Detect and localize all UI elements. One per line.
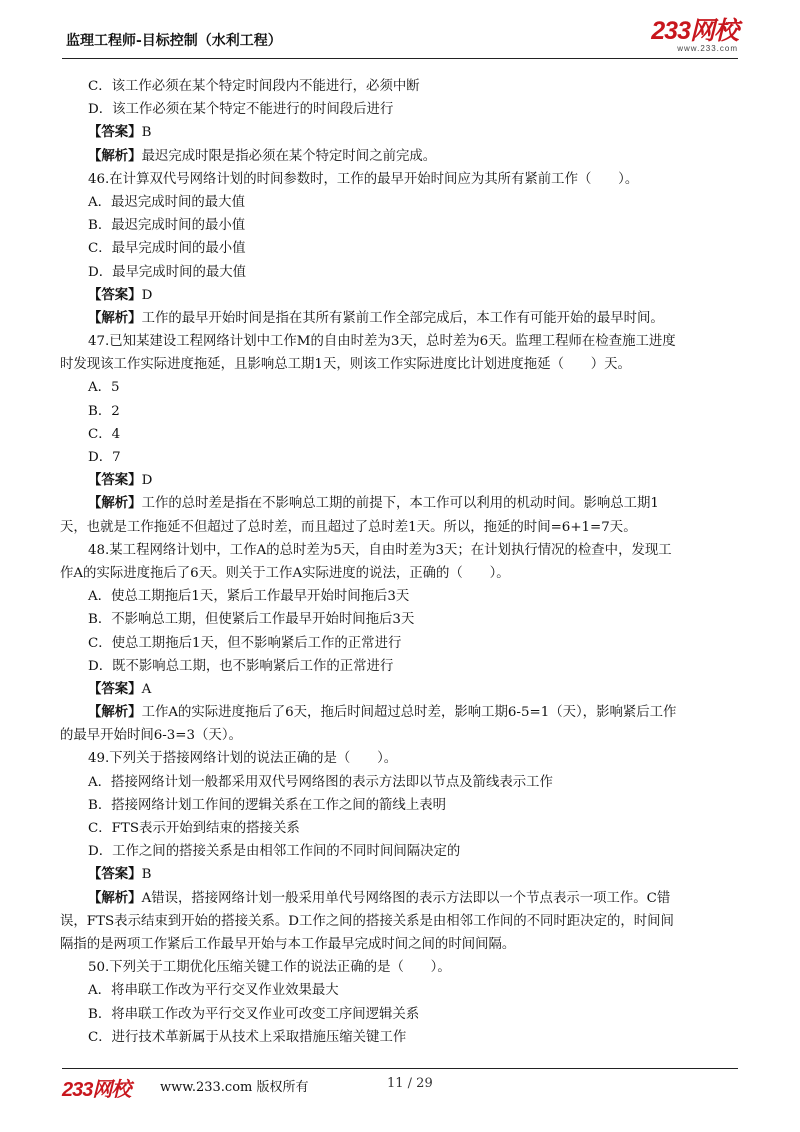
line-text: B．不影响总工期，但使紧后工作最早开始时间拖后3天 [88, 612, 415, 628]
line-text: A [141, 681, 152, 697]
text-line [88, 863, 738, 886]
text-line [88, 655, 738, 678]
text-line [88, 400, 738, 423]
line-text: A．使总工期拖后1天，紧后工作最早开始时间拖后3天 [88, 589, 410, 605]
text-line [88, 121, 738, 144]
text-line [60, 353, 738, 376]
line-text: A．5 [88, 380, 120, 396]
line-tag: 【答案】 [88, 472, 142, 489]
text-line [60, 516, 738, 539]
text-line [88, 701, 738, 724]
line-text: 工作的总时差是指在不影响总工期的前提下，本工作可以利用的机动时间。影响总工期1 [141, 496, 659, 512]
text-line [60, 910, 738, 933]
line-tag: 【解析】 [88, 309, 142, 326]
line-text: 50.下列关于工期优化压缩关键工作的说法正确的是（ ）。 [88, 960, 451, 976]
line-text: D．工作之间的搭接关系是由相邻工作间的不同时间间隔决定的 [88, 844, 461, 860]
text-line [88, 840, 738, 863]
text-line [88, 168, 738, 191]
line-text: D [141, 287, 153, 303]
document-title: 监理工程师-目标控制（水利工程） [66, 33, 282, 49]
line-text: A．搭接网络计划一般都采用双代号网络图的表示方法即以节点及箭线表示工作 [88, 774, 553, 790]
line-tag: 【答案】 [88, 124, 142, 141]
text-line [88, 817, 738, 840]
logo-url: www.233.com [677, 44, 738, 53]
line-text: D [141, 473, 153, 489]
line-text: 49.下列关于搭接网络计划的说法正确的是（ ）。 [88, 751, 398, 767]
line-text: C．4 [88, 426, 121, 442]
line-text: D．7 [88, 450, 121, 465]
text-line [88, 956, 738, 979]
line-text: B．最迟完成时间的最小值 [88, 218, 246, 234]
text-line [60, 562, 738, 585]
text-line [88, 98, 738, 121]
line-tag: 【解析】 [88, 495, 142, 512]
line-text: 时发现该工作实际进度拖延，且影响总工期1天，则该工作实际进度比计划进度拖延（ ）天。 [60, 357, 631, 373]
text-line [88, 887, 738, 910]
text-line [88, 307, 738, 330]
footer-copyright: www.233.com 版权所有 [160, 1080, 309, 1095]
line-text: C．使总工期拖后1天，但不影响紧后工作的正常进行 [88, 635, 402, 651]
text-line [88, 284, 738, 307]
text-line [88, 423, 738, 446]
line-text: B [141, 867, 152, 883]
line-tag: 【答案】 [88, 680, 142, 697]
line-text: 工作的最早开始时间是指在其所有紧前工作全部完成后，本工作有可能开始的最早时间。 [141, 310, 664, 326]
line-text: 隔指的是两项工作紧后工作最早开始与本工作最早完成时间之间的时间间隔。 [60, 936, 516, 952]
text-line [88, 330, 738, 353]
text-line [88, 446, 738, 469]
line-text: 天，也就是工作拖延不但超过了总时差，而且超过了总时差1天。所以，拖延的时间=6+1=7天。 [60, 519, 637, 535]
line-text: B [141, 125, 152, 141]
line-tag: 【解析】 [88, 889, 142, 906]
text-line [88, 492, 738, 515]
page-number: 11 / 29 [387, 1076, 433, 1091]
text-line [60, 933, 738, 956]
line-text: D．该工作必须在某个特定不能进行的时间段后进行 [88, 102, 394, 118]
text-line [88, 1003, 738, 1026]
text-line [88, 632, 738, 655]
page-footer [62, 1068, 738, 1099]
text-line [60, 724, 738, 747]
line-tag: 【解析】 [88, 147, 142, 164]
line-text: D．最早完成时间的最大值 [88, 264, 247, 280]
line-text: 的最早开始时间6-3=3（天）。 [60, 728, 242, 744]
line-text: C．FTS表示开始到结束的搭接关系 [88, 821, 300, 836]
line-text: D．既不影响总工期，也不影响紧后工作的正常进行 [88, 658, 394, 674]
line-text: A错误，搭接网络计划一般采用单代号网络图的表示方法即以一个节点表示一项工作。C错 [141, 890, 671, 906]
line-text: C．最早完成时间的最小值 [88, 241, 246, 257]
line-text: B．将串联工作改为平行交叉作业可改变工序间逻辑关系 [88, 1006, 420, 1022]
line-text: 误，FTS表示结束到开始的搭接关系。D工作之间的搭接关系是由相邻工作间的不同时距决定的，时间间 [60, 913, 674, 929]
text-line [88, 376, 738, 399]
text-line [88, 75, 738, 98]
text-line [88, 979, 738, 1002]
line-text: 46.在计算双代号网络计划的时间参数时，工作的最早开始时间应为其所有紧前工作（ ）。 [88, 171, 639, 187]
line-text: B．搭接网络计划工作间的逻辑关系在工作之间的箭线上表明 [88, 797, 446, 813]
text-line [88, 145, 738, 168]
text-line [88, 214, 738, 237]
line-tag: 【答案】 [88, 286, 142, 303]
text-line [88, 469, 738, 492]
text-line [88, 191, 738, 214]
text-line [88, 585, 738, 608]
text-line [88, 771, 738, 794]
logo-text: 233网校 [651, 17, 738, 45]
line-tag: 【解析】 [88, 704, 142, 721]
text-line [88, 747, 738, 770]
brand-logo [651, 18, 738, 53]
line-text: 作A的实际进度拖后了6天。则关于工作A实际进度的说法，正确的（ ）。 [60, 565, 510, 581]
line-text: C．进行技术革新属于从技术上采取措施压缩关键工作 [88, 1029, 407, 1045]
text-line [88, 678, 738, 701]
text-line [88, 237, 738, 260]
line-text: C．该工作必须在某个特定时间段内不能进行，必须中断 [88, 79, 420, 94]
document-body [60, 75, 738, 1049]
line-text: B．2 [88, 403, 120, 419]
line-text: 最迟完成时限是指必须在某个特定时间之前完成。 [141, 148, 437, 164]
page-header [62, 18, 738, 59]
line-text: 48.某工程网络计划中，工作A的总时差为5天，自由时差为3天；在计划执行情况的检查中，发现工 [88, 542, 672, 558]
footer-logo: 233网校 [62, 1079, 131, 1101]
line-text: 工作A的实际进度拖后了6天，拖后时间超过总时差，影响工期6-5=1（天），影响紧后工作 [141, 705, 677, 721]
line-text: 47.已知某建设工程网络计划中工作M的自由时差为3天，总时差为6天。监理工程师在检查施工进度 [88, 334, 676, 350]
text-line [88, 261, 738, 284]
line-tag: 【答案】 [88, 866, 142, 883]
line-text: A．将串联工作改为平行交叉作业效果最大 [88, 983, 339, 999]
text-line [88, 1026, 738, 1049]
text-line [88, 539, 738, 562]
text-line [88, 608, 738, 631]
text-line [88, 794, 738, 817]
line-text: A．最迟完成时间的最大值 [88, 194, 245, 210]
